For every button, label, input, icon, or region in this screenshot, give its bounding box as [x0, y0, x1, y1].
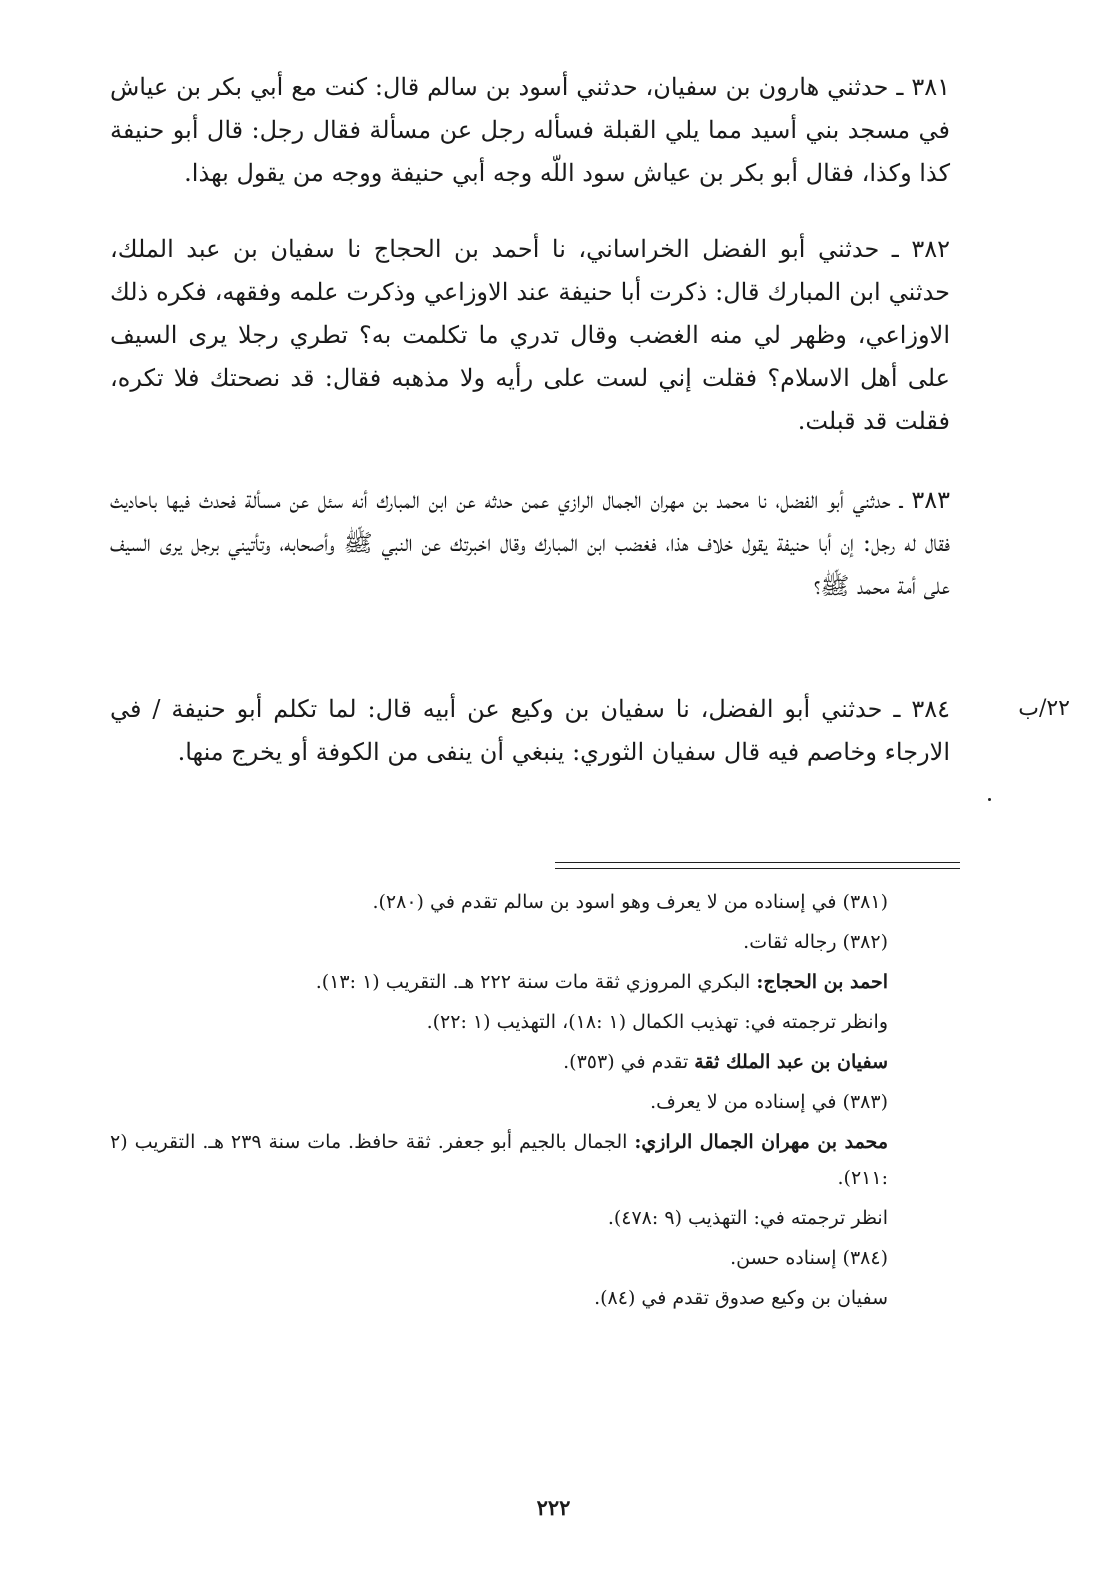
footnote-text: انظر ترجمته في: التهذيب (٩ :٤٧٨). — [607, 1207, 888, 1229]
paragraph-383: ٣٨٣ ـ حدثني أبو الفضل، نا محمد بن مهران الجمال الرازي عمن حدثه عن ابن المبارك أنه سئل عن مسألة فحدث فيها باحاديث فقال له رجل: إن أبا حنيفة يقول خلاف هذا، فغضب ابن المبارك وقال اخبرتك عن النبي ﷺ وأصحابه، وتأتيني برجل يرى السيف على أمة محمد ﷺ؟ — [110, 486, 950, 600]
page-number: ٢٢٢ — [536, 1495, 571, 1520]
stray-dot — [988, 798, 991, 801]
footnote-383 — [110, 1084, 950, 1120]
footnote-sufyan-bin-waki — [110, 1280, 950, 1316]
footnote-separator-bottom — [555, 868, 960, 869]
footnote-text: (٣٨٣) في إسناده من لا يعرف. — [650, 1091, 888, 1113]
footnotes — [110, 884, 950, 1320]
footnote-separator-top — [555, 862, 960, 863]
paragraph-384: ٣٨٤ ـ حدثني أبو الفضل، نا سفيان بن وكيع عن أبيه قال: لما تكلم أبو حنيفة / في الارجاء وخاصم فيه قال سفيان الثوري: ينبغي أن ينفى من الكوفة أو يخرج منها. — [110, 695, 950, 766]
footnote-ahmad-bin-hajjaj — [110, 964, 950, 1000]
footnote-text: (٣٨١) في إسناده من لا يعرف وهو اسود بن سالم تقدم في (٢٨٠). — [372, 891, 888, 913]
footnote-text: (٣٨٢) رجاله ثقات. — [743, 931, 888, 953]
footnote-see-biography-1 — [110, 1004, 950, 1040]
footnote-see-biography-2 — [110, 1200, 950, 1236]
paragraph-381: ٣٨١ ـ حدثني هارون بن سفيان، حدثني أسود بن سالم قال: كنت مع أبي بكر بن عياش في مسجد بني أسيد مما يلي القبلة فسأله رجل عن مسألة فقال رجل: قال أبو حنيفة كذا وكذا، فقال أبو بكر بن عياش سود اللّه وجه أبي حنيفة ووجه من يقول بهذا. — [110, 73, 951, 187]
footnote-381 — [110, 884, 950, 920]
footnote-text: البكري المروزي ثقة مات سنة ٢٢٢ هـ. التقريب (١ :١٣). — [315, 971, 757, 993]
footnote-text: سفيان بن وكيع صدوق تقدم في (٨٤). — [594, 1287, 888, 1309]
footnote-bold-name: احمد بن الحجاج: — [756, 971, 888, 993]
footnote-bold-name: محمد بن مهران الجمال الرازي: — [634, 1131, 888, 1153]
footnote-sufyan-bin-abdulmalik — [110, 1044, 950, 1080]
footnote-text: تقدم في (٣٥٣). — [563, 1051, 695, 1073]
footnote-text: (٣٨٤) إسناده حسن. — [730, 1247, 888, 1269]
manuscript-folio-marker: ٢٢/ب — [1018, 696, 1070, 721]
footnote-bold-name: سفيان بن عبد الملك ثقة — [694, 1051, 888, 1073]
footnote-muhammad-bin-mihran — [110, 1124, 950, 1196]
paragraph-382: ٣٨٢ ـ حدثني أبو الفضل الخراساني، نا أحمد بن الحجاج نا سفيان بن عبد الملك، حدثني ابن المبارك قال: ذكرت أبا حنيفة عند الاوزاعي وذكرت علمه وفقهه، فكره ذلك الاوزاعي، وظهر لي منه الغضب وقال تدري ما تكلمت به؟ تطري رجلا يرى السيف على أهل الاسلام؟ فقلت إني لست على رأيه ولا مذهبه فقال: قد نصحتك فلا تكره، فقلت قد قبلت. — [110, 235, 950, 435]
footnote-384 — [110, 1240, 950, 1276]
footnote-382 — [110, 924, 950, 960]
footnote-text: وانظر ترجمته في: تهذيب الكمال (١ :١٨)، التهذيب (١ :٢٢). — [426, 1011, 888, 1033]
footnote-text: الجمال بالجيم أبو جعفر. ثقة حافظ. مات سنة ٢٣٩ هـ. التقريب (٢ :٢١١). — [110, 1131, 888, 1189]
